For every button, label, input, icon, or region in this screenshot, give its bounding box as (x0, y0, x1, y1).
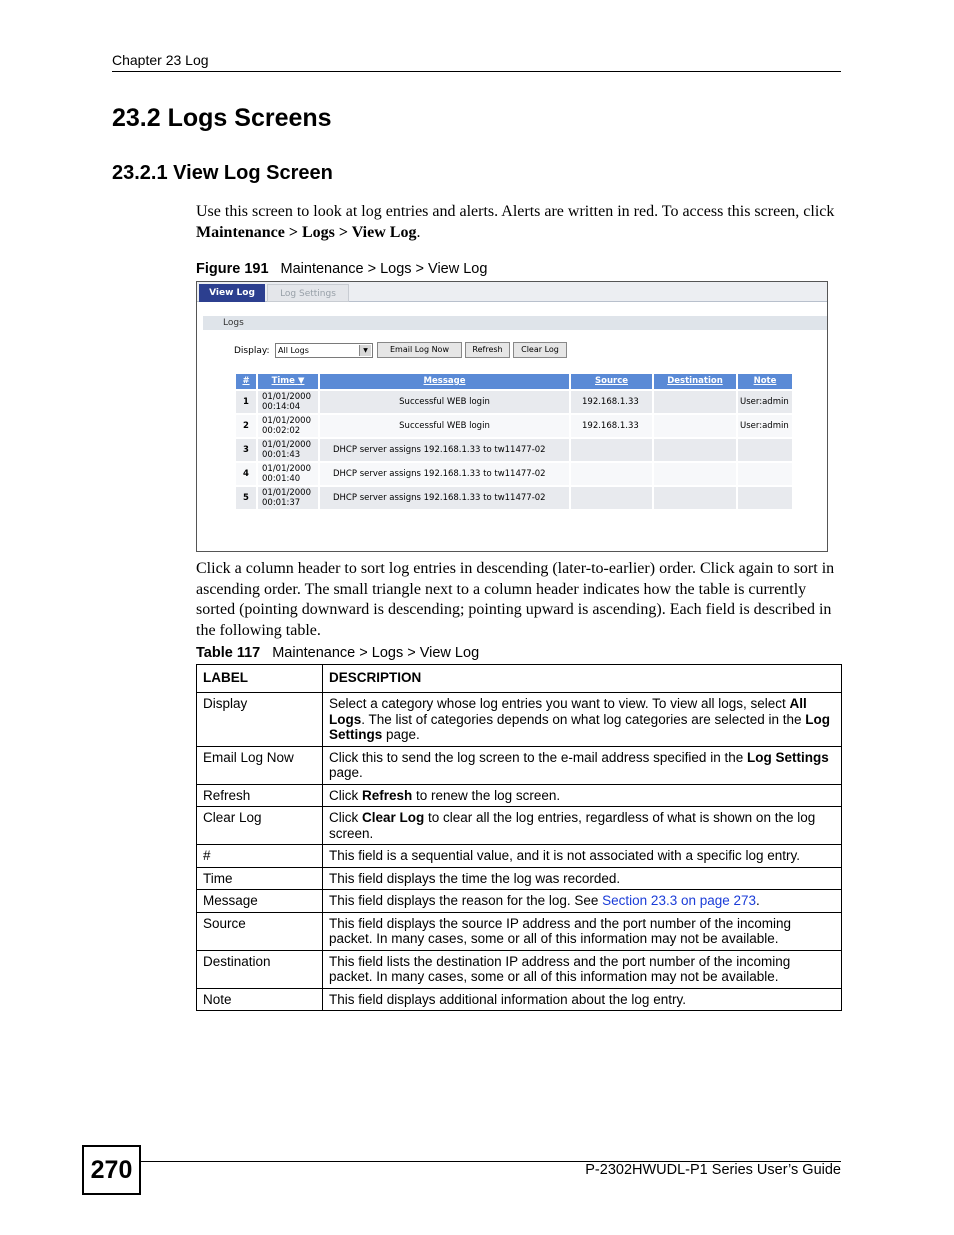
table-header-row (197, 665, 842, 693)
label-column-header: LABEL (197, 665, 323, 693)
menu-path: Maintenance > Logs > View Log (196, 223, 417, 241)
tab-bar (197, 282, 827, 302)
subsection-title: 23.2.1 View Log Screen (112, 162, 333, 184)
clear-log-button[interactable]: Clear Log (513, 342, 567, 358)
table-row: Source This field displays the source IP address and the port number of the incoming packet. In many cases, some or all of this information may not be available. (197, 912, 842, 950)
display-select[interactable]: All Logs ▼ (275, 343, 373, 358)
logs-section-bar: Logs (203, 316, 827, 330)
intro-paragraph: Use this screen to look at log entries and alerts. Alerts are written in red. To access this screen, click Maintenance > Logs > View Log. (196, 203, 835, 241)
column-header-destination[interactable]: Destination (654, 374, 736, 389)
table-row: # This field is a sequential value, and it is not associated with a specific log entry. (197, 845, 842, 868)
table-row: Email Log Now Click this to send the log screen to the e-mail address specified in the Log Settings page. (197, 746, 842, 784)
table-row: Time This field displays the time the log was recorded. (197, 867, 842, 890)
table-row: Refresh Click Refresh to renew the log screen. (197, 784, 842, 807)
table-row: Destination This field lists the destination IP address and the port number of the incoming packet. In many cases, some or all of this information may not be available. (197, 950, 842, 988)
refresh-button[interactable]: Refresh (465, 342, 510, 358)
section-title: 23.2 Logs Screens (112, 104, 332, 132)
column-header-num[interactable]: # (236, 374, 256, 389)
chapter-header: Chapter 23 Log (112, 52, 209, 68)
tab-view-log[interactable]: View Log (199, 284, 265, 302)
column-header-note[interactable]: Note (738, 374, 792, 389)
table-caption: Table 117 Maintenance > Logs > View Log (196, 645, 480, 661)
tab-log-settings[interactable]: Log Settings (267, 284, 349, 302)
chevron-down-icon: ▼ (359, 345, 371, 356)
guide-title: P-2302HWUDL-P1 Series User’s Guide (585, 1162, 841, 1178)
page-number: 270 (82, 1145, 141, 1195)
description-column-header: DESCRIPTION (323, 665, 842, 693)
email-log-now-button[interactable]: Email Log Now (377, 342, 462, 358)
column-header-message[interactable]: Message (320, 374, 569, 389)
view-log-screenshot: View Log Log Settings Logs Display: All Logs ▼ Email Log Now Refresh Clear Log # Time ▼ Message Source Destination Note 1 01/01/2000 00:14:04 Successful WEB login 192.168.1.33 User:admin 2 01/01/2000 00:02:02 Successful WEB login 192.168.1.33 User:admin 3 01/01/2000 00:01:43 DHCP server assigns 192.168.1.33 to tw11477-02 4 01/01/2000 00:01:40 DHCP server assigns 192.168.1.33 to tw11477-02 5 01/01/2000 00:01:37 DHCP server assigns 192.168.1.33 to tw11477-02 (196, 281, 828, 552)
table-row: Note This field displays additional information about the log entry. (197, 988, 842, 1011)
column-header-time[interactable]: Time ▼ (258, 374, 318, 389)
header-rule (112, 71, 841, 72)
table-row: Message This field displays the reason for the log. See Section 23.3 on page 273. (197, 890, 842, 913)
field-description-table (196, 664, 842, 1011)
table-row: Clear Log Click Clear Log to clear all the log entries, regardless of what is shown on the log screen. (197, 807, 842, 845)
table-row: Display Select a category whose log entries you want to view. To view all logs, select All Logs. The list of categories depends on what log categories are selected in the Log Settings page. (197, 693, 842, 747)
section-link[interactable]: Section 23.3 on page 273 (602, 893, 757, 908)
column-header-source[interactable]: Source (571, 374, 652, 389)
display-label: Display: (234, 346, 270, 356)
explain-paragraph: Click a column header to sort log entries in descending (later-to-earlier) order. Click again to sort in ascending order. The small triangle next to a column header indicates how the table is currently sorted (pointing downward is descending; pointing upward is ascending). Each field is described in the following table. (196, 560, 835, 639)
sort-descending-icon: ▼ (297, 376, 305, 386)
figure-caption: Figure 191 Maintenance > Logs > View Log (196, 261, 488, 277)
